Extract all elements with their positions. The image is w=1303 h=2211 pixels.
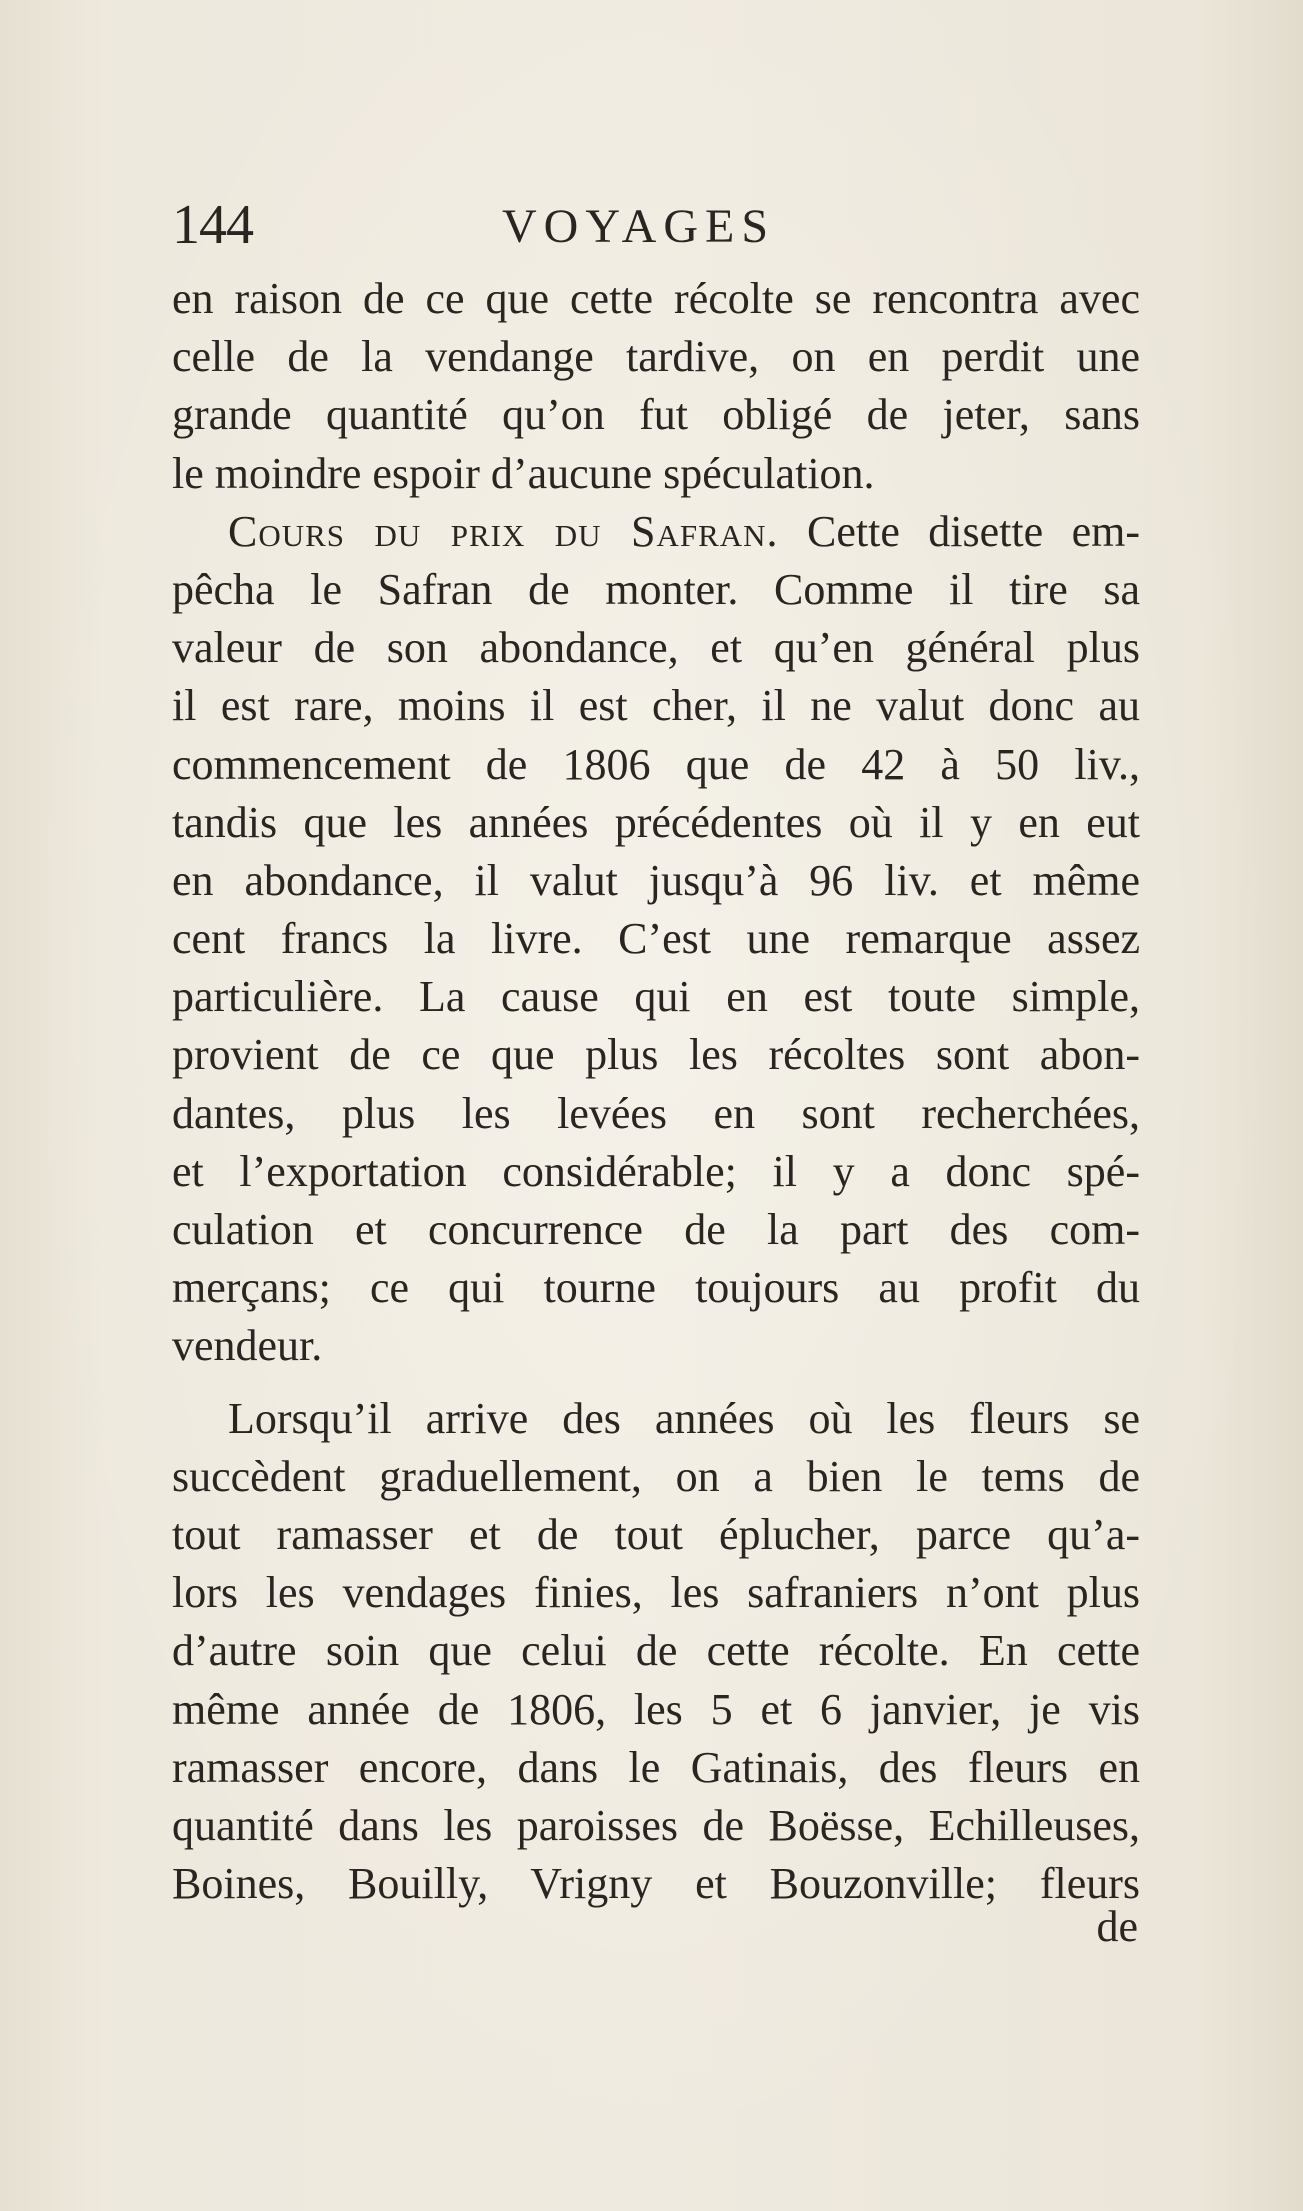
text-line: commencement de 1806 que de 42 à 50 liv., bbox=[172, 739, 1140, 789]
text-line: particulière. La cause qui en est toute simple, bbox=[172, 972, 1140, 1022]
text-line: tandis que les années précédentes où il y en eut bbox=[172, 797, 1140, 847]
text-line: en raison de ce que cette récolte se rencontra avec bbox=[172, 274, 1140, 323]
text-line: en abondance, il valut jusqu’à 96 liv. et même bbox=[172, 855, 1140, 905]
text-line: Lorsqu’il arrive des années où les fleurs se bbox=[228, 1393, 1140, 1443]
page-number: 144 bbox=[172, 194, 253, 256]
text-line: succèdent graduellement, on a bien le tems de bbox=[172, 1451, 1140, 1501]
text-line: culation et concurrence de la part des com- bbox=[172, 1205, 1140, 1254]
text-line: tout ramasser et de tout éplucher, parce qu’a- bbox=[172, 1509, 1140, 1559]
text-line: celle de la vendange tardive, on en perdit une bbox=[172, 332, 1140, 382]
text-line: cent francs la livre. C’est une remarque assez bbox=[172, 914, 1140, 964]
text-line: d’autre soin que celui de cette récolte. En cette bbox=[172, 1626, 1140, 1676]
text-line: même année de 1806, les 5 et 6 janvier, je vis bbox=[172, 1684, 1140, 1734]
text-line: pêcha le Safran de monter. Comme il tire sa bbox=[172, 564, 1140, 614]
text-line: Boines, Bouilly, Vrigny et Bouzonville; fleurs bbox=[172, 1859, 1140, 1909]
text-line: vendeur. bbox=[172, 1321, 323, 1371]
text-line: ramasser encore, dans le Gatinais, des fleurs en bbox=[172, 1742, 1140, 1792]
body-text bbox=[172, 270, 1140, 1913]
text-line: et l’exportation considérable; il y a donc spé- bbox=[172, 1146, 1140, 1196]
text-line: merçans; ce qui tourne toujours au profit du bbox=[172, 1263, 1140, 1313]
section-heading: Cours du prix du Safran. bbox=[228, 506, 779, 556]
text-line: dantes, plus les levées en sont recherchées, bbox=[172, 1088, 1140, 1138]
text-line: provient de ce que plus les récoltes sont abon- bbox=[172, 1030, 1140, 1080]
text-line: grande quantité qu’on fut obligé de jeter, sans bbox=[172, 390, 1140, 440]
text-line: Cette disette em- bbox=[807, 506, 1141, 556]
text-line: valeur de son abondance, et qu’en général plus bbox=[172, 623, 1140, 673]
text-line: quantité dans les paroisses de Boësse, Echilleuses, bbox=[172, 1800, 1140, 1850]
text-line: il est rare, moins il est cher, il ne valut donc au bbox=[172, 681, 1140, 731]
running-title: VOYAGES bbox=[502, 200, 776, 253]
running-head bbox=[172, 195, 1132, 255]
catchword: de bbox=[1096, 1902, 1138, 1951]
section-heading-line bbox=[172, 503, 1140, 561]
text-line: lors les vendages finies, les safraniers n’ont plus bbox=[172, 1568, 1140, 1618]
text-line: le moindre espoir d’aucune spéculation. bbox=[172, 448, 875, 498]
